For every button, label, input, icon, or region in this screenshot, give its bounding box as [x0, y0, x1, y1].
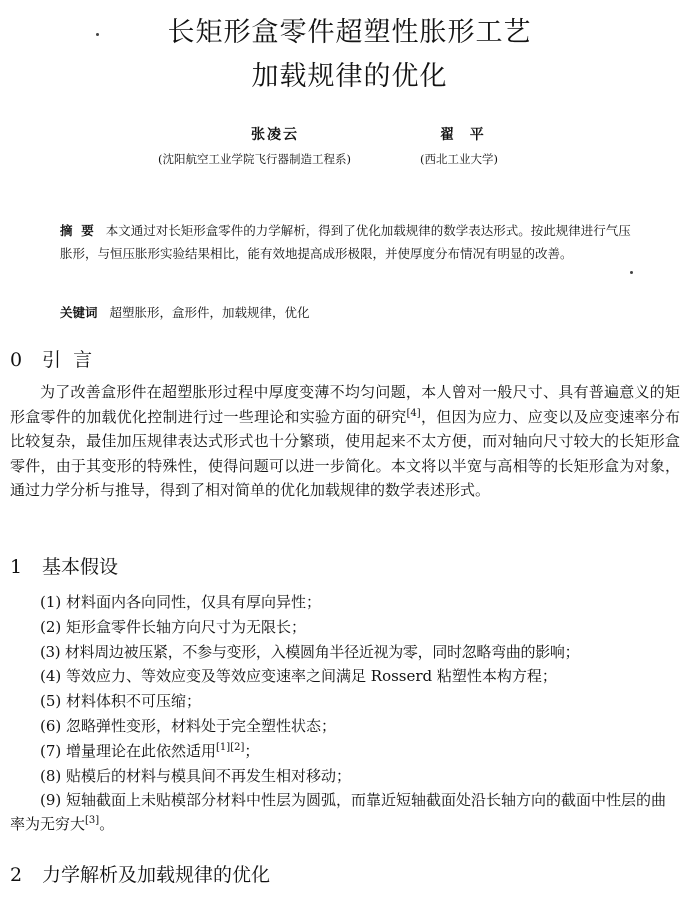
- keywords: [60, 303, 310, 321]
- paper-title-line1: 长矩形盒零件超塑性胀形工艺: [167, 17, 532, 48]
- section-heading-1: [10, 552, 118, 579]
- intro-text-part2: ，但因为应力、应变以及应变速率分布比较复杂，最佳加压规律表达式形式也十分繁琐，使用起来不太方便，而对轴向尺寸较大的长矩形盒零件，由于其变形的特殊性，使得问题可以进一步简化。本文将以半宽与高相等的长矩形盒为对象，通过力学分析与推导，得到了相对简单的优化加载规律的数学表述形式。: [10, 407, 680, 499]
- list-item-text: (9) 短轴截面上未贴模部分材料中性层为圆弧，而靠近短轴截面处沿长轴方向的截面中性层的曲率为无穷大: [10, 791, 667, 834]
- list-item: (3) 材料周边被压紧，不参与变形，入模圆角半径近视为零，同时忽略弯曲的影响；: [40, 642, 580, 661]
- intro-paragraph: [10, 380, 680, 503]
- citation-ref: [1][2]: [216, 741, 245, 753]
- abstract-label: 摘 要: [60, 223, 94, 238]
- citation-ref: [4]: [406, 407, 421, 419]
- list-item: (4) 等效应力、等效应变及等效应变速率之间满足 Rosserd 粘塑性本构方程；: [40, 667, 557, 686]
- list-item-text: (7) 增量理论在此依然适用: [40, 741, 217, 760]
- list-item: [10, 739, 680, 764]
- section-heading-0: [10, 345, 92, 372]
- list-item: (2) 矩形盒零件长轴方向尺寸为无限长；: [40, 617, 307, 636]
- citation-ref: [3]: [85, 815, 100, 827]
- section-number: 2: [10, 864, 23, 886]
- section-title: 力学解析及加载规律的优化: [42, 864, 271, 886]
- author-affiliation-1: (沈阳航空工业学院飞行器制造工程系): [158, 152, 351, 166]
- list-item: [10, 788, 680, 836]
- list-item-tail: 。: [99, 815, 115, 834]
- author-name-2: 翟 平: [440, 127, 486, 143]
- author-name-1: 张凌云: [251, 127, 299, 143]
- author-affiliation-2: (西北工业大学): [420, 152, 498, 166]
- list-item: (5) 材料体积不可压缩；: [40, 692, 202, 711]
- keywords-text: 超塑胀形，盒形件，加载规律，优化: [109, 305, 310, 320]
- section-heading-2: [10, 860, 270, 887]
- paper-title-line2: 加载规律的优化: [251, 61, 448, 92]
- list-item: (8) 贴模后的材料与模具间不再发生相对移动；: [40, 766, 352, 785]
- intro-text-part1: 为了改善盒形件在超塑胀形过程中厚度变薄不均匀问题，本人曾对一般尺寸、具有普遍意义的矩形盒零件的加载优化控制进行过一些理论和实验方面的研究: [10, 383, 680, 426]
- list-item: (1) 材料面内各向同性，仅具有厚向异性；: [40, 593, 322, 611]
- section-title: 基本假设: [42, 556, 119, 578]
- section-number: 0: [10, 349, 23, 371]
- section-number: 1: [10, 556, 23, 578]
- list-item-tail: ；: [244, 741, 260, 760]
- keywords-label: 关键词: [60, 305, 98, 320]
- assumption-list: [10, 590, 680, 836]
- abstract: [60, 219, 635, 265]
- list-item: (6) 忽略弹性变形，材料处于完全塑性状态；: [40, 716, 337, 735]
- section-title: 引 言: [42, 349, 93, 371]
- scan-speck: [96, 33, 99, 36]
- scan-speck: [630, 271, 633, 274]
- abstract-text: 本文通过对长矩形盒零件的力学解析，得到了优化加载规律的数学表达形式。按此规律进行气压胀形，与恒压胀形实验结果相比，能有效地提高成形极限，并使厚度分布情况有明显的改善。: [60, 223, 631, 261]
